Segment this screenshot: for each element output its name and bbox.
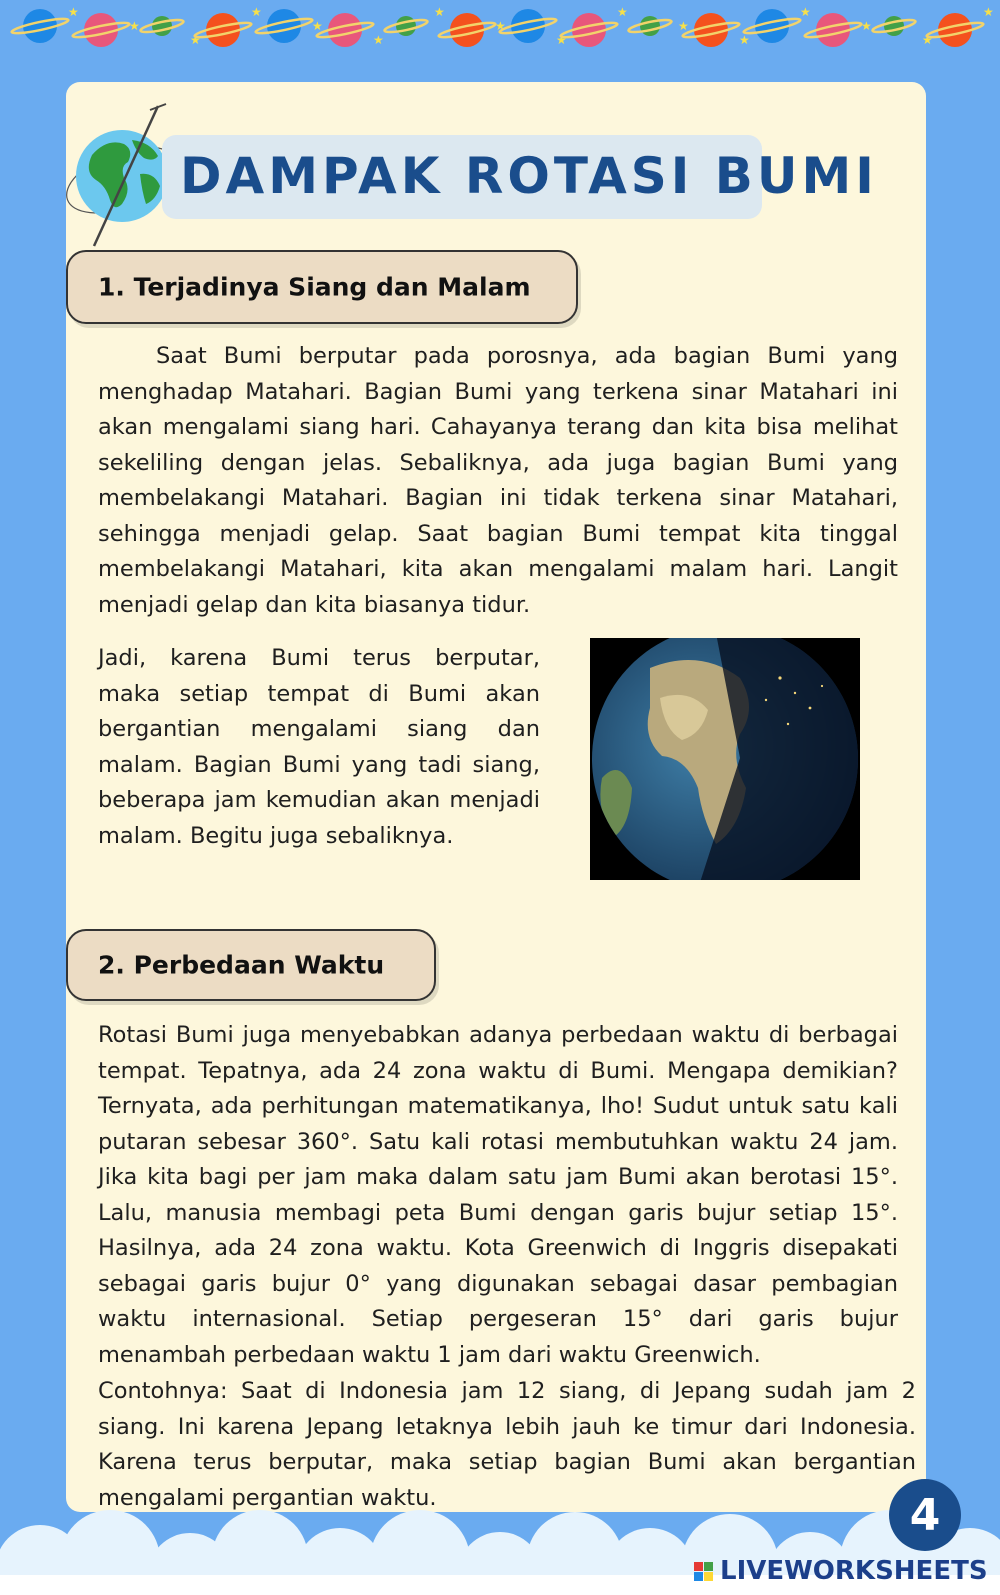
star-icon: ★ [68,5,79,19]
paragraph-contoh: Contohnya: Saat di Indonesia jam 12 siang, di Jepang sudah jam 2 siang. Ini karena Jepang letaknya lebih jauh ke timur dari Indonesia. Karena terus berputar, maka setiap bagian Bumi akan bergantian mengalami pergantian waktu. [98,1378,916,1511]
star-icon: ★ [251,5,262,19]
star-icon: ★ [739,33,750,47]
planet-strip-decoration [0,0,1000,60]
planet-icon [640,16,660,36]
paragraph-bergantian: Jadi, karena Bumi terus berputar, maka setiap tempat di Bumi akan bergantian mengalami siang dan malam. Bagian Bumi yang tadi siang, beberapa jam kemudian akan menjadi malam. Begitu juga sebaliknya. [98,645,540,849]
planet-icon [396,16,416,36]
section-heading-label: 1. Terjadinya Siang dan Malam [98,272,531,302]
star-icon: ★ [190,33,201,47]
planet-icon [152,16,172,36]
star-icon: ★ [312,19,323,33]
star-icon: ★ [434,5,445,19]
star-icon: ★ [922,33,933,47]
earth-day-night-image [590,638,860,880]
star-icon: ★ [556,33,567,47]
planet-icon [884,16,904,36]
paragraph-zona-waktu: Rotasi Bumi juga menyebabkan adanya perbedaan waktu di berbagai tempat. Tepatnya, ada 24 zona waktu di Bumi. Mengapa demikian? Ternyata, ada perhitungan matematikanya, lho! Sudut untuk satu kali putaran sebesar 360°. Satu kali rotasi membutuhkan waktu 24 jam. Jika kita bagi per jam maka dalam satu jam Bumi akan berotasi 15°. Lalu, manusia membagi peta Bumi dengan garis bujur setiap 15°. Hasilnya, ada 24 zona waktu. Kota Greenwich di Inggris disepakati sebagai garis bujur 0° yang digunakan sebagai dasar pembagian waktu internasional. Setiap pergeseran 15° dari garis bujur menambah perbedaan waktu 1 jam dari waktu Greenwich. [98,1022,898,1368]
star-icon: ★ [373,33,384,47]
star-icon: ★ [617,5,628,19]
star-icon: ★ [678,19,689,33]
section-heading-siang-malam [66,250,578,324]
page-title: DAMPAK ROTASI BUMI [180,147,878,205]
star-icon: ★ [861,19,872,33]
page-number: 4 [909,1490,941,1541]
section-heading-perbedaan-waktu [66,929,436,1001]
liveworksheets-brand[interactable]: LIVEWORKSHEETS [720,1556,988,1586]
page-number-badge [888,1478,962,1552]
star-icon: ★ [129,19,140,33]
paragraph-siang-malam: Saat Bumi berputar pada porosnya, ada bagian Bumi yang menghadap Matahari. Bagian Bumi yang terkena sinar Matahari ini akan mengalami siang hari. Cahayanya terang dan kita bisa melihat sekeliling dengan jelas. Sebaliknya, ada juga bagian Bumi yang membelakangi Matahari. Bagian ini tidak terkena sinar Matahari, sehingga menjadi gelap. Saat bagian Bumi tempat kita tinggal membelakangi Matahari, kita akan mengalami malam hari. Langit menjadi gelap dan kita biasanya tidur. [98,343,898,618]
star-icon: ★ [495,19,506,33]
star-icon: ★ [983,5,994,19]
star-icon: ★ [800,5,811,19]
section-heading-label: 2. Perbedaan Waktu [98,950,385,980]
